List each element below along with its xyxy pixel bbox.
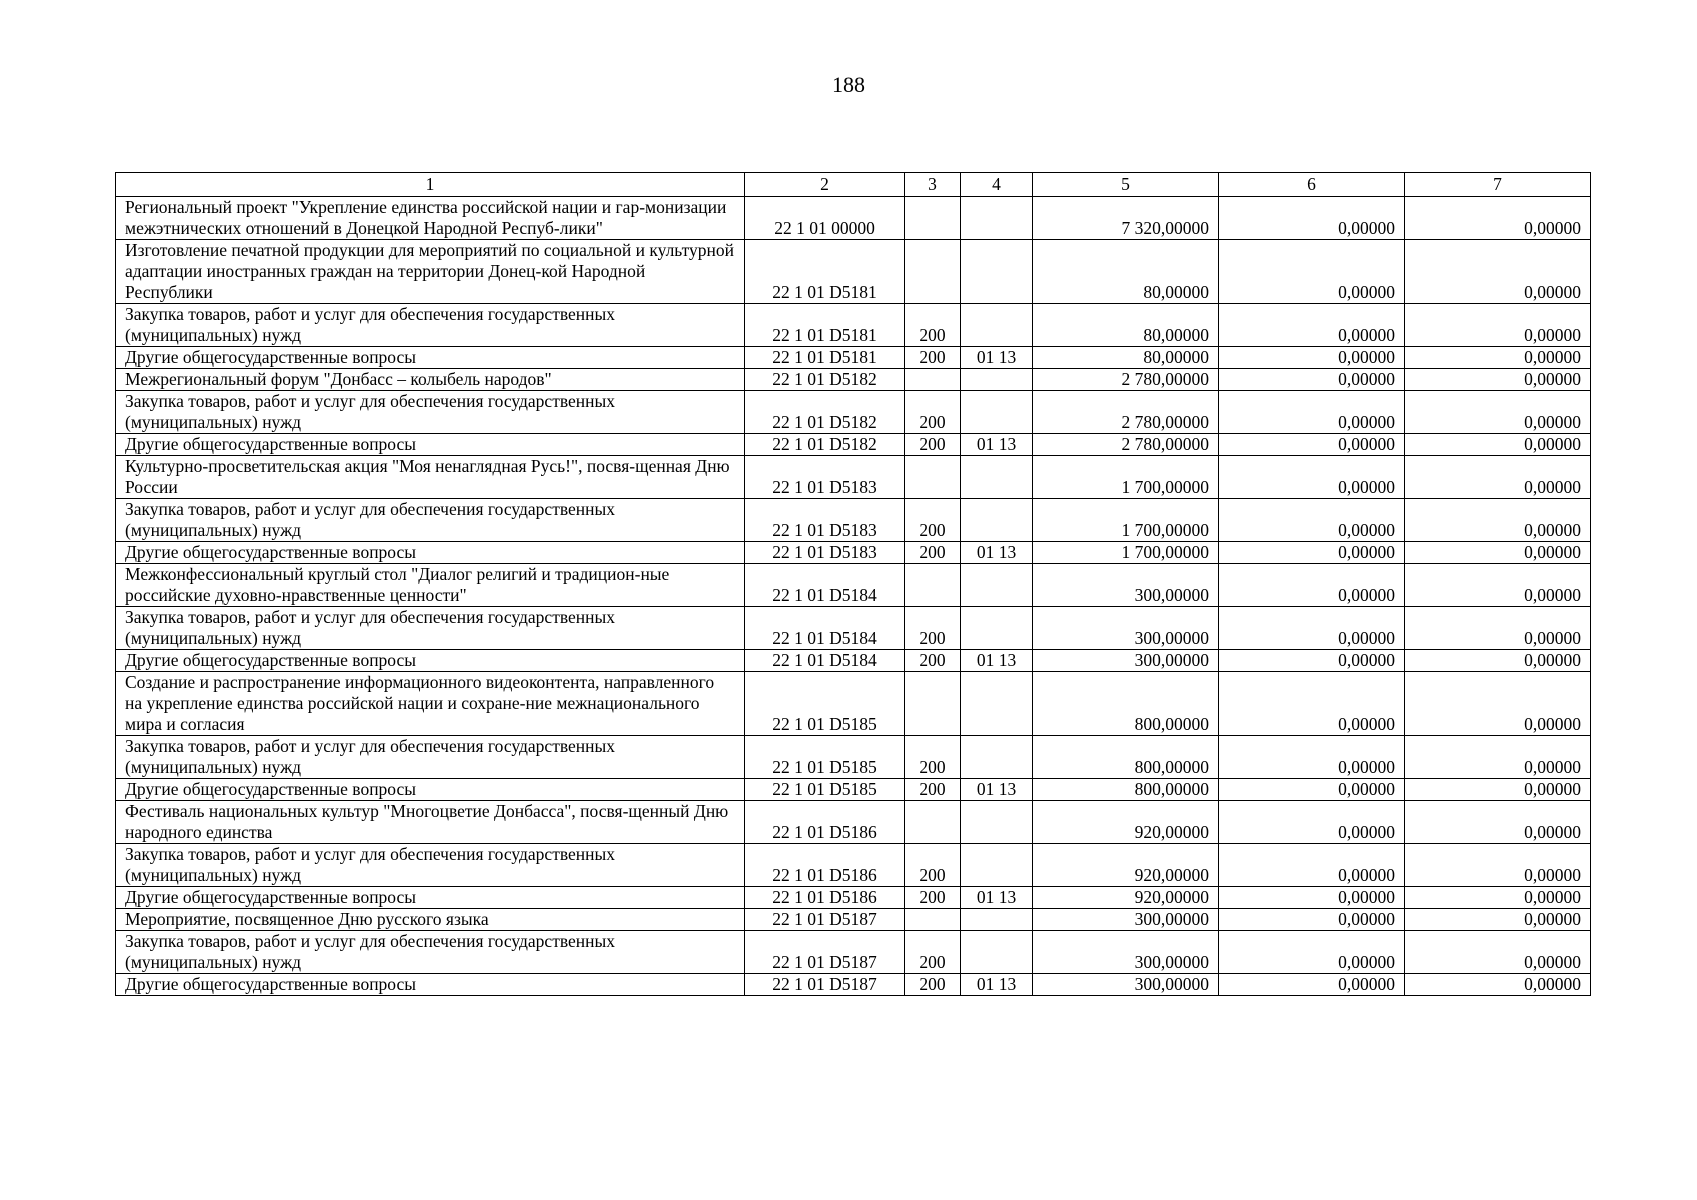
section-cell: 01 13 bbox=[961, 650, 1033, 672]
expense-type-cell: 200 bbox=[905, 931, 961, 974]
target-code-cell: 22 1 01 D5182 bbox=[745, 369, 905, 391]
amount-col5-cell: 800,00000 bbox=[1033, 672, 1219, 736]
section-cell bbox=[961, 456, 1033, 499]
section-cell bbox=[961, 736, 1033, 779]
amount-col6-cell: 0,00000 bbox=[1219, 736, 1405, 779]
row-name-cell: Культурно-просветительская акция "Моя ненаглядная Русь!", посвя-щенная Дню России bbox=[116, 456, 745, 499]
table-row bbox=[116, 542, 1591, 564]
row-name-cell: Закупка товаров, работ и услуг для обеспечения государственных (муниципальных) нужд bbox=[116, 736, 745, 779]
column-header: 6 bbox=[1219, 173, 1405, 197]
section-cell: 01 13 bbox=[961, 779, 1033, 801]
target-code-cell: 22 1 01 D5183 bbox=[745, 499, 905, 542]
row-name-cell: Мероприятие, посвященное Дню русского языка bbox=[116, 909, 745, 931]
table-header-row bbox=[116, 173, 1591, 197]
amount-col5-cell: 1 700,00000 bbox=[1033, 542, 1219, 564]
row-name-cell: Другие общегосударственные вопросы bbox=[116, 434, 745, 456]
expense-type-cell bbox=[905, 197, 961, 240]
amount-col5-cell: 920,00000 bbox=[1033, 801, 1219, 844]
row-name-cell: Закупка товаров, работ и услуг для обеспечения государственных (муниципальных) нужд bbox=[116, 607, 745, 650]
section-cell: 01 13 bbox=[961, 347, 1033, 369]
amount-col7-cell: 0,00000 bbox=[1405, 844, 1591, 887]
row-name-cell: Фестиваль национальных культур "Многоцветие Донбасса", посвя-щенный Дню народного единства bbox=[116, 801, 745, 844]
amount-col6-cell: 0,00000 bbox=[1219, 542, 1405, 564]
section-cell bbox=[961, 197, 1033, 240]
expense-type-cell bbox=[905, 240, 961, 304]
row-name-cell: Другие общегосударственные вопросы bbox=[116, 347, 745, 369]
target-code-cell: 22 1 01 D5185 bbox=[745, 672, 905, 736]
amount-col5-cell: 1 700,00000 bbox=[1033, 456, 1219, 499]
amount-col6-cell: 0,00000 bbox=[1219, 197, 1405, 240]
target-code-cell: 22 1 01 D5182 bbox=[745, 434, 905, 456]
section-cell: 01 13 bbox=[961, 542, 1033, 564]
expense-type-cell bbox=[905, 801, 961, 844]
amount-col6-cell: 0,00000 bbox=[1219, 801, 1405, 844]
section-cell bbox=[961, 844, 1033, 887]
amount-col7-cell: 0,00000 bbox=[1405, 779, 1591, 801]
amount-col7-cell: 0,00000 bbox=[1405, 974, 1591, 996]
section-cell: 01 13 bbox=[961, 434, 1033, 456]
amount-col7-cell: 0,00000 bbox=[1405, 607, 1591, 650]
row-name-cell: Другие общегосударственные вопросы bbox=[116, 779, 745, 801]
column-header: 2 bbox=[745, 173, 905, 197]
amount-col6-cell: 0,00000 bbox=[1219, 391, 1405, 434]
amount-col5-cell: 80,00000 bbox=[1033, 347, 1219, 369]
section-cell bbox=[961, 499, 1033, 542]
row-name-cell: Закупка товаров, работ и услуг для обеспечения государственных (муниципальных) нужд bbox=[116, 304, 745, 347]
amount-col7-cell: 0,00000 bbox=[1405, 650, 1591, 672]
column-header: 5 bbox=[1033, 173, 1219, 197]
amount-col5-cell: 2 780,00000 bbox=[1033, 434, 1219, 456]
table-row bbox=[116, 240, 1591, 304]
amount-col7-cell: 0,00000 bbox=[1405, 909, 1591, 931]
row-name-cell: Межконфессиональный круглый стол "Диалог религий и традицион-ные российские духовно-нравственные ценности" bbox=[116, 564, 745, 607]
expense-type-cell: 200 bbox=[905, 542, 961, 564]
table-row bbox=[116, 304, 1591, 347]
amount-col7-cell: 0,00000 bbox=[1405, 347, 1591, 369]
expense-type-cell: 200 bbox=[905, 434, 961, 456]
row-name-cell: Региональный проект "Укрепление единства российской нации и гар-монизации межэтнических отношений в Донецкой Народной Респуб-лики" bbox=[116, 197, 745, 240]
target-code-cell: 22 1 01 D5184 bbox=[745, 650, 905, 672]
expense-type-cell: 200 bbox=[905, 736, 961, 779]
amount-col6-cell: 0,00000 bbox=[1219, 434, 1405, 456]
row-name-cell: Закупка товаров, работ и услуг для обеспечения государственных (муниципальных) нужд bbox=[116, 499, 745, 542]
expense-type-cell: 200 bbox=[905, 844, 961, 887]
amount-col7-cell: 0,00000 bbox=[1405, 931, 1591, 974]
amount-col6-cell: 0,00000 bbox=[1219, 887, 1405, 909]
amount-col5-cell: 2 780,00000 bbox=[1033, 391, 1219, 434]
amount-col5-cell: 300,00000 bbox=[1033, 607, 1219, 650]
row-name-cell: Закупка товаров, работ и услуг для обеспечения государственных (муниципальных) нужд bbox=[116, 844, 745, 887]
amount-col5-cell: 920,00000 bbox=[1033, 887, 1219, 909]
amount-col6-cell: 0,00000 bbox=[1219, 369, 1405, 391]
budget-table bbox=[115, 172, 1591, 996]
table-row bbox=[116, 347, 1591, 369]
table-row bbox=[116, 931, 1591, 974]
table-row bbox=[116, 564, 1591, 607]
expense-type-cell: 200 bbox=[905, 779, 961, 801]
amount-col7-cell: 0,00000 bbox=[1405, 197, 1591, 240]
amount-col6-cell: 0,00000 bbox=[1219, 564, 1405, 607]
amount-col7-cell: 0,00000 bbox=[1405, 499, 1591, 542]
target-code-cell: 22 1 01 D5181 bbox=[745, 304, 905, 347]
section-cell bbox=[961, 672, 1033, 736]
target-code-cell: 22 1 01 D5187 bbox=[745, 909, 905, 931]
target-code-cell: 22 1 01 D5181 bbox=[745, 240, 905, 304]
amount-col7-cell: 0,00000 bbox=[1405, 801, 1591, 844]
target-code-cell: 22 1 01 D5184 bbox=[745, 607, 905, 650]
section-cell bbox=[961, 607, 1033, 650]
target-code-cell: 22 1 01 D5184 bbox=[745, 564, 905, 607]
row-name-cell: Другие общегосударственные вопросы bbox=[116, 650, 745, 672]
expense-type-cell bbox=[905, 369, 961, 391]
amount-col5-cell: 80,00000 bbox=[1033, 240, 1219, 304]
section-cell bbox=[961, 931, 1033, 974]
expense-type-cell: 200 bbox=[905, 607, 961, 650]
table-row bbox=[116, 456, 1591, 499]
section-cell: 01 13 bbox=[961, 887, 1033, 909]
section-cell bbox=[961, 304, 1033, 347]
table-row bbox=[116, 434, 1591, 456]
amount-col6-cell: 0,00000 bbox=[1219, 909, 1405, 931]
amount-col5-cell: 800,00000 bbox=[1033, 779, 1219, 801]
section-cell bbox=[961, 801, 1033, 844]
row-name-cell: Изготовление печатной продукции для мероприятий по социальной и культурной адаптации иностранных граждан на территории Донец-кой Народной Республики bbox=[116, 240, 745, 304]
target-code-cell: 22 1 01 00000 bbox=[745, 197, 905, 240]
row-name-cell: Закупка товаров, работ и услуг для обеспечения государственных (муниципальных) нужд bbox=[116, 931, 745, 974]
row-name-cell: Другие общегосударственные вопросы bbox=[116, 974, 745, 996]
row-name-cell: Создание и распространение информационного видеоконтента, направленного на укрепление единства российской нации и сохране-ние межнационального мира и согласия bbox=[116, 672, 745, 736]
target-code-cell: 22 1 01 D5183 bbox=[745, 542, 905, 564]
target-code-cell: 22 1 01 D5186 bbox=[745, 887, 905, 909]
row-name-cell: Закупка товаров, работ и услуг для обеспечения государственных (муниципальных) нужд bbox=[116, 391, 745, 434]
row-name-cell: Межрегиональный форум "Донбасс – колыбель народов" bbox=[116, 369, 745, 391]
amount-col6-cell: 0,00000 bbox=[1219, 456, 1405, 499]
amount-col7-cell: 0,00000 bbox=[1405, 240, 1591, 304]
amount-col6-cell: 0,00000 bbox=[1219, 844, 1405, 887]
amount-col5-cell: 7 320,00000 bbox=[1033, 197, 1219, 240]
amount-col6-cell: 0,00000 bbox=[1219, 304, 1405, 347]
amount-col7-cell: 0,00000 bbox=[1405, 542, 1591, 564]
amount-col6-cell: 0,00000 bbox=[1219, 607, 1405, 650]
column-header: 1 bbox=[116, 173, 745, 197]
section-cell bbox=[961, 369, 1033, 391]
table-row bbox=[116, 801, 1591, 844]
target-code-cell: 22 1 01 D5183 bbox=[745, 456, 905, 499]
row-name-cell: Другие общегосударственные вопросы bbox=[116, 542, 745, 564]
amount-col7-cell: 0,00000 bbox=[1405, 304, 1591, 347]
expense-type-cell bbox=[905, 456, 961, 499]
section-cell bbox=[961, 391, 1033, 434]
table-row bbox=[116, 844, 1591, 887]
section-cell bbox=[961, 240, 1033, 304]
expense-type-cell: 200 bbox=[905, 974, 961, 996]
expense-type-cell: 200 bbox=[905, 304, 961, 347]
amount-col6-cell: 0,00000 bbox=[1219, 672, 1405, 736]
expense-type-cell: 200 bbox=[905, 650, 961, 672]
target-code-cell: 22 1 01 D5181 bbox=[745, 347, 905, 369]
amount-col5-cell: 800,00000 bbox=[1033, 736, 1219, 779]
expense-type-cell: 200 bbox=[905, 347, 961, 369]
amount-col6-cell: 0,00000 bbox=[1219, 974, 1405, 996]
amount-col5-cell: 1 700,00000 bbox=[1033, 499, 1219, 542]
amount-col7-cell: 0,00000 bbox=[1405, 434, 1591, 456]
amount-col7-cell: 0,00000 bbox=[1405, 456, 1591, 499]
target-code-cell: 22 1 01 D5186 bbox=[745, 844, 905, 887]
target-code-cell: 22 1 01 D5185 bbox=[745, 779, 905, 801]
amount-col7-cell: 0,00000 bbox=[1405, 391, 1591, 434]
amount-col7-cell: 0,00000 bbox=[1405, 736, 1591, 779]
expense-type-cell bbox=[905, 564, 961, 607]
amount-col5-cell: 300,00000 bbox=[1033, 931, 1219, 974]
section-cell: 01 13 bbox=[961, 974, 1033, 996]
section-cell bbox=[961, 909, 1033, 931]
page-number: 188 bbox=[832, 72, 865, 97]
amount-col7-cell: 0,00000 bbox=[1405, 564, 1591, 607]
table-row bbox=[116, 391, 1591, 434]
amount-col6-cell: 0,00000 bbox=[1219, 347, 1405, 369]
column-header: 7 bbox=[1405, 173, 1591, 197]
column-header: 4 bbox=[961, 173, 1033, 197]
expense-type-cell bbox=[905, 672, 961, 736]
target-code-cell: 22 1 01 D5182 bbox=[745, 391, 905, 434]
row-name-cell: Другие общегосударственные вопросы bbox=[116, 887, 745, 909]
amount-col5-cell: 80,00000 bbox=[1033, 304, 1219, 347]
amount-col6-cell: 0,00000 bbox=[1219, 240, 1405, 304]
table-row bbox=[116, 887, 1591, 909]
amount-col7-cell: 0,00000 bbox=[1405, 369, 1591, 391]
amount-col5-cell: 300,00000 bbox=[1033, 974, 1219, 996]
expense-type-cell: 200 bbox=[905, 887, 961, 909]
amount-col5-cell: 300,00000 bbox=[1033, 564, 1219, 607]
amount-col6-cell: 0,00000 bbox=[1219, 931, 1405, 974]
amount-col7-cell: 0,00000 bbox=[1405, 672, 1591, 736]
amount-col6-cell: 0,00000 bbox=[1219, 779, 1405, 801]
table-row bbox=[116, 736, 1591, 779]
table-row bbox=[116, 197, 1591, 240]
expense-type-cell: 200 bbox=[905, 391, 961, 434]
amount-col5-cell: 2 780,00000 bbox=[1033, 369, 1219, 391]
table-body bbox=[116, 197, 1591, 996]
target-code-cell: 22 1 01 D5187 bbox=[745, 931, 905, 974]
table-row bbox=[116, 369, 1591, 391]
table-row bbox=[116, 974, 1591, 996]
expense-type-cell: 200 bbox=[905, 499, 961, 542]
target-code-cell: 22 1 01 D5186 bbox=[745, 801, 905, 844]
amount-col7-cell: 0,00000 bbox=[1405, 887, 1591, 909]
amount-col5-cell: 920,00000 bbox=[1033, 844, 1219, 887]
table-row bbox=[116, 650, 1591, 672]
column-header: 3 bbox=[905, 173, 961, 197]
expense-type-cell bbox=[905, 909, 961, 931]
table-row bbox=[116, 499, 1591, 542]
amount-col6-cell: 0,00000 bbox=[1219, 650, 1405, 672]
amount-col6-cell: 0,00000 bbox=[1219, 499, 1405, 542]
table-row bbox=[116, 909, 1591, 931]
amount-col5-cell: 300,00000 bbox=[1033, 650, 1219, 672]
table-row bbox=[116, 607, 1591, 650]
table-row bbox=[116, 779, 1591, 801]
table-row bbox=[116, 672, 1591, 736]
target-code-cell: 22 1 01 D5185 bbox=[745, 736, 905, 779]
target-code-cell: 22 1 01 D5187 bbox=[745, 974, 905, 996]
amount-col5-cell: 300,00000 bbox=[1033, 909, 1219, 931]
section-cell bbox=[961, 564, 1033, 607]
